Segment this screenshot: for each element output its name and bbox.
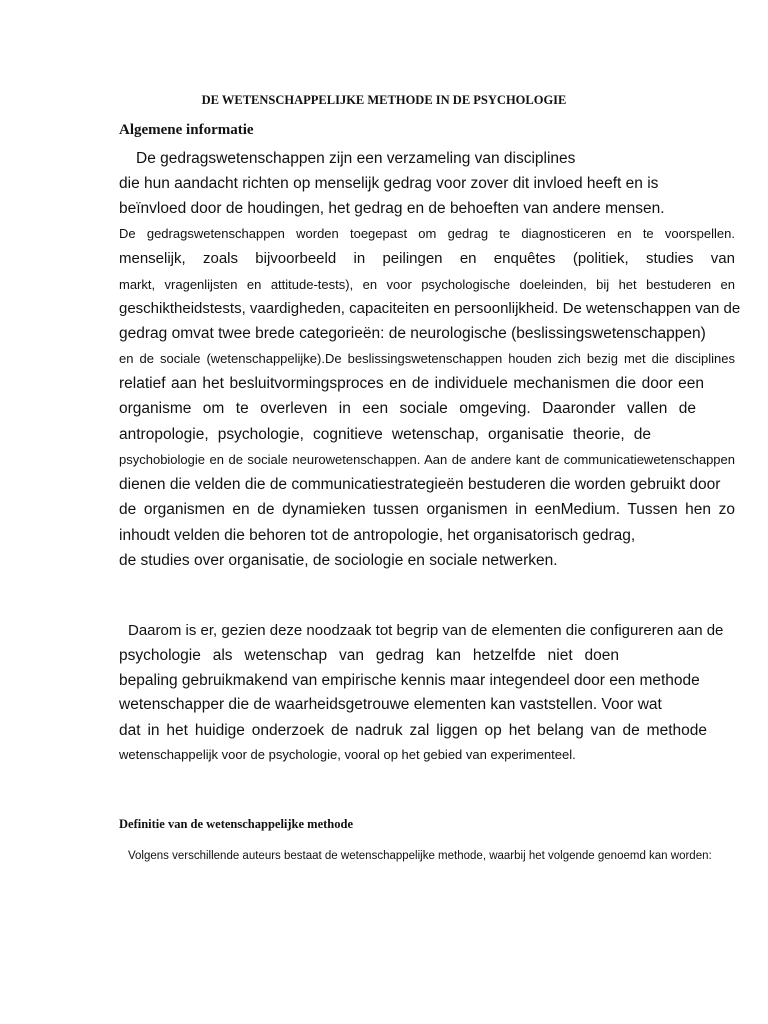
- paragraph-line: dienen die velden die de communicatiestrategieën bestuderen die worden gebruikt door: [119, 476, 721, 493]
- paragraph-line: De gedragswetenschappen zijn een verzameling van disciplines: [136, 150, 576, 167]
- paragraph-line: en de sociale (wetenschappelijke).De beslissingswetenschappen houden zich bezig met die disciplines: [119, 351, 735, 366]
- paragraph-line: de studies over organisatie, de sociologie en sociale netwerken.: [119, 552, 558, 569]
- paragraph-line: Volgens verschillende auteurs bestaat de wetenschappelijke methode, waarbij het volgende genoemd kan worden:: [128, 850, 712, 862]
- paragraph-line: wetenschappelijk voor de psychologie, vooral op het gebied van experimenteel.: [119, 747, 576, 762]
- paragraph-line: antropologie, psychologie, cognitieve wetenschap, organisatie theorie, de: [119, 426, 651, 443]
- paragraph-line: wetenschapper die de waarheidsgetrouwe elementen kan vaststellen. Voor wat: [119, 696, 662, 713]
- paragraph-line: De gedragswetenschappen worden toegepast om gedrag te diagnosticeren en te voorspellen.: [119, 226, 735, 241]
- paragraph-line: menselijk, zoals bijvoorbeeld in peilingen en enquêtes (politiek, studies van: [119, 250, 735, 267]
- paragraph-line: beïnvloed door de houdingen, het gedrag en de behoeften van andere mensen.: [119, 200, 665, 217]
- section-heading-definition: Definitie van de wetenschappelijke methode: [119, 817, 354, 831]
- paragraph-line: inhoudt velden die behoren tot de antropologie, het organisatorisch gedrag,: [119, 527, 636, 544]
- section-heading-general: Algemene informatie: [119, 122, 254, 138]
- paragraph-line: gedrag omvat twee brede categorieën: de neurologische (beslissingswetenschappen): [119, 325, 706, 342]
- paragraph-line: Daarom is er, gezien deze noodzaak tot begrip van de elementen die configureren aan de: [128, 622, 724, 639]
- paragraph-line: geschiktheidstests, vaardigheden, capaciteiten en persoonlijkheid. De wetenschappen van de: [119, 300, 741, 317]
- paragraph-line: de organismen en de dynamieken tussen organismen in eenMedium. Tussen hen zo: [119, 501, 735, 518]
- paragraph-line: bepaling gebruikmakend van empirische kennis maar integendeel door een methode: [119, 672, 700, 689]
- paragraph-line: dat in het huidige onderzoek de nadruk zal liggen op het belang van de methode: [119, 722, 707, 739]
- paragraph-line: organisme om te overleven in een sociale omgeving. Daaronder vallen de: [119, 400, 696, 417]
- paragraph-line: die hun aandacht richten op menselijk gedrag voor zover dit invloed heeft en is: [119, 175, 659, 192]
- document-title: DE WETENSCHAPPELIJKE METHODE IN DE PSYCHOLOGIE: [201, 93, 567, 107]
- paragraph-line: psychobiologie en de sociale neurowetenschappen. Aan de andere kant de communicatiewetenschappen: [119, 452, 735, 467]
- paragraph-line: relatief aan het besluitvormingsproces en de individuele mechanismen die door een: [119, 375, 704, 392]
- paragraph-line: markt, vragenlijsten en attitude-tests), en voor psychologische doeleinden, bij het bestuderen en: [119, 277, 735, 292]
- paragraph-line: psychologie als wetenschap van gedrag kan hetzelfde niet doen: [119, 647, 619, 664]
